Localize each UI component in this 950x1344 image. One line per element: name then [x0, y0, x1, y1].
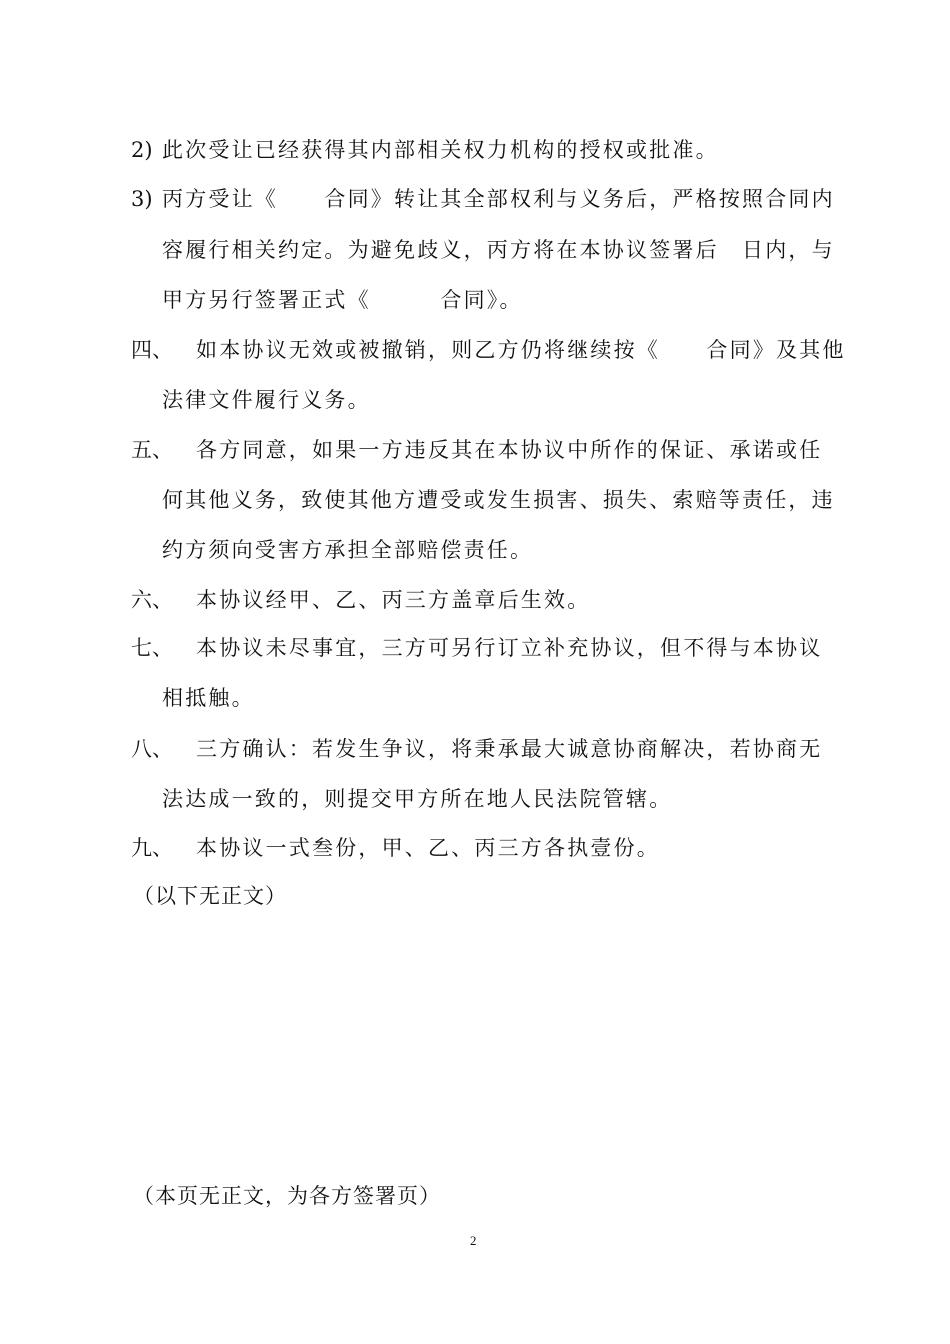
item-text-line: 相抵触。	[162, 686, 255, 710]
item-text-line: 何其他义务，致使其他方遭受或发生损害、损失、索赔等责任，违	[162, 488, 835, 512]
item-marker: 2)	[131, 138, 153, 162]
item-marker: 八、	[131, 737, 173, 761]
item-text-line: 本协议未尽事宜，三方可另行订立补充协议，但不得与本协议	[196, 636, 823, 660]
item-marker: 七、	[131, 636, 173, 660]
item-marker: 五、	[131, 438, 173, 462]
item-marker: 四、	[131, 338, 173, 362]
item-text-line: 法律文件履行义务。	[162, 388, 371, 412]
page-number: 2	[470, 1233, 477, 1248]
item-text-line: 丙方受让《 合同》转让其全部权利与义务后，严格按照合同内	[162, 187, 835, 211]
item-text-line: 三方确认：若发生争议，将秉承最大诚意协商解决，若协商无	[196, 737, 823, 761]
item-text-line: 法达成一致的，则提交甲方所在地人民法院管辖。	[162, 787, 673, 811]
item-text-line: 此次受让已经获得其内部相关权力机构的授权或批准。	[162, 138, 719, 162]
item-text-line: 如本协议无效或被撤销，则乙方仍将继续按《 合同》及其他	[196, 338, 846, 362]
item-marker: 九、	[131, 836, 173, 860]
item-text-line: 本协议经甲、乙、丙三方盖章后生效。	[196, 588, 591, 612]
item-text-line: 各方同意，如果一方违反其在本协议中所作的保证、承诺或任	[196, 438, 823, 462]
item-text-line: 约方须向受害方承担全部赔偿责任。	[162, 538, 534, 562]
item-marker: 六、	[131, 588, 173, 612]
item-text-line: 容履行相关约定。为避免歧义，丙方将在本协议签署后 日内，与	[162, 238, 835, 262]
item-marker: 3)	[131, 187, 153, 211]
item-text-line: 甲方另行签署正式《 合同》。	[162, 288, 523, 312]
item-text-line: 本协议一式叁份，甲、乙、丙三方各执壹份。	[196, 836, 660, 860]
no-text-below-note: （以下无正文）	[133, 884, 287, 908]
signature-page-note: （本页无正文，为各方签署页）	[133, 1184, 441, 1208]
